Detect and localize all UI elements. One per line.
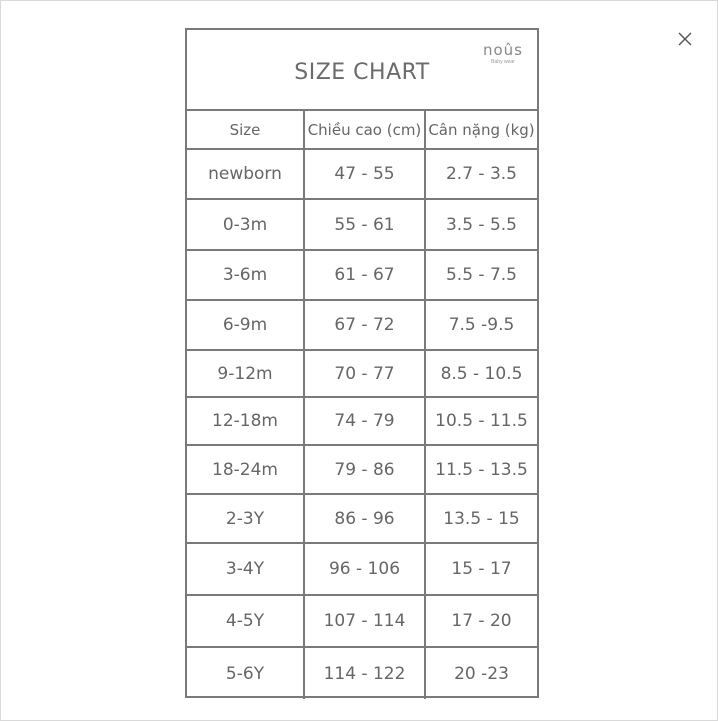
size-cell: 3-4Y — [187, 543, 304, 595]
weight-cell: 20 -23 — [425, 647, 537, 699]
column-header-height: Chiều cao (cm) — [304, 111, 425, 149]
weight-cell: 3.5 - 5.5 — [425, 199, 537, 250]
size-table-header-row — [187, 111, 537, 149]
weight-cell: 10.5 - 11.5 — [425, 397, 537, 445]
weight-cell: 15 - 17 — [425, 543, 537, 595]
table-row — [187, 397, 537, 445]
table-row — [187, 543, 537, 595]
height-cell: 61 - 67 — [304, 250, 425, 300]
size-chart-header — [187, 30, 537, 111]
table-row — [187, 199, 537, 250]
height-cell: 96 - 106 — [304, 543, 425, 595]
weight-cell: 5.5 - 7.5 — [425, 250, 537, 300]
brand-logo — [483, 42, 523, 66]
table-row — [187, 350, 537, 397]
size-cell: 4-5Y — [187, 595, 304, 647]
size-cell: 6-9m — [187, 300, 304, 350]
height-cell: 55 - 61 — [304, 199, 425, 250]
size-cell: 9-12m — [187, 350, 304, 397]
table-row — [187, 494, 537, 543]
column-header-weight: Cân nặng (kg) — [425, 111, 537, 149]
table-row — [187, 445, 537, 494]
size-cell: 0-3m — [187, 199, 304, 250]
weight-cell: 8.5 - 10.5 — [425, 350, 537, 397]
height-cell: 86 - 96 — [304, 494, 425, 543]
height-cell: 47 - 55 — [304, 149, 425, 199]
weight-cell: 17 - 20 — [425, 595, 537, 647]
table-row — [187, 595, 537, 647]
weight-cell: 13.5 - 15 — [425, 494, 537, 543]
close-icon — [678, 32, 692, 46]
size-cell: 3-6m — [187, 250, 304, 300]
size-cell: 18-24m — [187, 445, 304, 494]
height-cell: 114 - 122 — [304, 647, 425, 699]
height-cell: 67 - 72 — [304, 300, 425, 350]
size-chart-title: SIZE CHART — [294, 60, 430, 85]
height-cell: 79 - 86 — [304, 445, 425, 494]
size-table — [187, 111, 537, 699]
table-row — [187, 250, 537, 300]
weight-cell: 11.5 - 13.5 — [425, 445, 537, 494]
brand-logo-mark: noûs — [482, 41, 523, 59]
height-cell: 74 - 79 — [304, 397, 425, 445]
weight-cell: 2.7 - 3.5 — [425, 149, 537, 199]
table-row — [187, 149, 537, 199]
close-button[interactable] — [673, 27, 697, 51]
size-cell: 5-6Y — [187, 647, 304, 699]
size-cell: 12-18m — [187, 397, 304, 445]
height-cell: 107 - 114 — [304, 595, 425, 647]
size-cell: 2-3Y — [187, 494, 304, 543]
size-cell: newborn — [187, 149, 304, 199]
brand-logo-tagline: Baby wear — [491, 59, 515, 65]
height-cell: 70 - 77 — [304, 350, 425, 397]
table-row — [187, 300, 537, 350]
size-chart-image — [185, 28, 539, 698]
table-row — [187, 647, 537, 699]
weight-cell: 7.5 -9.5 — [425, 300, 537, 350]
column-header-size: Size — [187, 111, 304, 149]
